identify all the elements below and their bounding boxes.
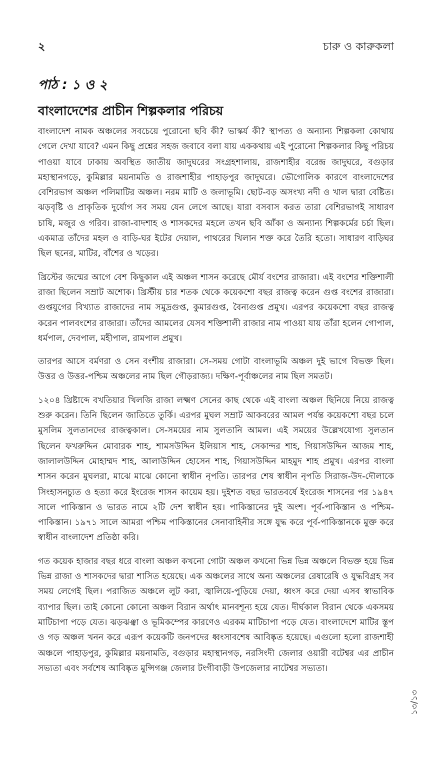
page-header bbox=[38, 38, 394, 58]
lesson-label: পাঠ : ১ ও ২ bbox=[38, 78, 108, 93]
section-title: বাংলাদেশের প্রাচীন শিল্পকলার পরিচয় bbox=[38, 103, 224, 118]
paragraph: গত কয়েক হাজার বছর ধরে বাংলা অঞ্চল কখনো গোটা অঞ্চল কখনো ভিন্ন ভিন্ন অঞ্চলে বিভক্ত হয়ে ভিন্ন ভিন্ন রাজা ও শাসকদের দ্বারা শাসিত হয়েছে। এক অঞ্চলের সাথে অন্য অঞ্চলের রেষারেষি ও যুদ্ধবিগ্রহ সব সময় লেগেই ছিল। পরাজিত অঞ্চলে লুট করা, জ্বালিয়ে-পুড়িয়ে দেয়া, ধ্বংস করে দেয়া এসব স্বাভাবিক ব্যাপার ছিল। তাই কোনো কোনো অঞ্চল বিরান অর্থাৎ মানবশূন্য হয়ে যেত। দীর্ঘকাল বিরান থেকে একসময় মাটিচাপা পড়ে যেত। ঝড়ঝঞ্ঝা ও ভূমিকম্পের কারণেও এরকম মাটিচাপা পড়ে যেত। বাংলাদেশে মাটির স্তূপ ও গড় অঞ্চল খনন করে এরূপ কয়েকটি জনপদের ধ্বংসাবশেষ আবিষ্কৃত হয়েছে। এগুলো হলো রাজশাহী অঞ্চলে পাহাড়পুর, কুমিল্লার ময়নামতি, বগুড়ার মহাস্থানগড়, নরসিংদী জেলার ওয়ারী বটেশ্বর এর প্রাচীন সভ্যতা এবং সর্বশেষ আবিষ্কৃত মুন্সিগঞ্জ জেলার টংগীবাড়ী উপজেলার নাটেশ্বর সভ্যতা। bbox=[38, 556, 394, 674]
running-title: চারু ও কারুকলা bbox=[322, 40, 394, 53]
side-margin-text: ১৩/১৩ bbox=[410, 690, 420, 715]
paragraph: তারপর আসে বর্মণরা ও সেন বংশীয় রাজারা। সে-সময় গোটা বাংলাভূমি অঞ্চল দুই ভাগে বিভক্ত ছিল। উত্তর ও উত্তর-পশ্চিম অঞ্চলের নাম ছিল গৌড়রাজ্য। দক্ষিণ-পূর্বাঞ্চলের নাম ছিল সমতট। bbox=[38, 357, 394, 383]
paragraph: বাংলাদেশ নামক অঞ্চলের সবচেয়ে পুরোনো ছবি কী? ভাস্কর্য কী? স্থাপত্য ও অন্যান্য শিল্পকলা কোথায় গেলে দেখা যাবে? এমন কিছু প্রশ্নের সহজ জবাবে বলা যায় এককথায় এই পুরোনো শিল্পকলার কিছু পরিচয় পাওয়া যাবে ঢাকায় অবস্থিত জাতীয় জাদুঘরের সংগ্রহশালায়, রাজশাহীর বরেন্দ্র জাদুঘরে, বগুড়ার মহাস্থানগড়ে, কুমিল্লার ময়নামতি ও রাজশাহীর পাহাড়পুর জাদুঘরে। ভৌগোলিক কারণে বাংলাদেশের বেশিরভাগ অঞ্চল পলিমাটির অঞ্চল। নরম মাটি ও জলাভূমি। ছোট-বড় অসংখ্য নদী ও খাল দ্বারা বেষ্টিত। ঝড়বৃষ্টি ও প্রাকৃতিক দুর্যোগ সব সময় যেন লেগে আছে। যারা বসবাস করত তারা বেশিরভাগই সাধারণ চাষি, মজুর ও গরিব। রাজা-বাদশাহ ও শাসকদের মহলে তখন ছবি আঁকা ও অন্যান্য শিল্পকর্মের চর্চা ছিল। একমাত্র তাঁদের মহল ও বাড়ি-ঘর ইটের দেয়াল, পাথরের খিলান শক্ত করে তৈরি হতো। সাধারণ বাড়িঘর ছিল ছনের, মাটির, বাঁশের ও খড়ের। bbox=[38, 127, 394, 260]
paragraph: খ্রিস্টের জন্মের আগে বেশ কিছুকাল এই অঞ্চল শাসন করেছে মৌর্য বংশের রাজারা। এই বংশের শক্তিশালী রাজা ছিলেন সম্রাট অশোক। খ্রিস্টীয় চার শতক থেকে কয়েকশো বছর রাজত্ব করেন গুপ্ত বংশের রাজারা। গুপ্তযুগের বিখ্যাত রাজাদের নাম সমুদ্রগুপ্ত, কুমারগুপ্ত, বৈন্যগুপ্ত প্রমুখ। এরপর কয়েকশো বছর রাজত্ব করেন পালবংশের রাজারা। তাঁদের আমলের যেসব শক্তিশালী রাজার নাম পাওয়া যায় তাঁরা হলেন গোপাল, ধর্মপাল, দেবপাল, মহীপাল, রামপাল প্রমুখ। bbox=[38, 272, 394, 344]
body-text bbox=[38, 125, 394, 685]
page-number: ২ bbox=[38, 40, 46, 53]
paragraph: ১২০৪ খ্রিষ্টাব্দে বখতিয়ার খিলজি রাজা লক্ষ্মণ সেনের কাছ থেকে এই বাংলা অঞ্চল ছিনিয়ে নিয়ে রাজত্ব শুরু করেন। তিনি ছিলেন জাতিতে তুর্কি। এরপর মুঘল সম্রাট আকবরের আমল পর্যন্ত কয়েকশো বছর চলে মুসলিম সুলতানদের রাজত্বকাল। সে-সময়ের নাম সুলতানি আমল। এই সময়ের উল্লেখযোগ্য সুলতান ছিলেন ফখরুদ্দিন মোবারক শাহ, শামসউদ্দিন ইলিয়াস শাহ, সেকান্দর শাহ, গিয়াসউদ্দিন আজম শাহ, জালালউদ্দিন মোহাম্মদ শাহ, আলাউদ্দিন হোসেন শাহ, গিয়াসউদ্দিন মাহমুদ শাহ প্রমুখ। এরপর বাংলা শাসন করেন মুঘলরা, মাঝে মাঝে কোনো স্বাধীন নৃপতি। তারপর শেষ স্বাধীন নৃপতি সিরাজ-উদ-দৌলাকে সিংহাসনচ্যুত ও হত্যা করে ইংরেজ শাসন কায়েম হয়। দুইশত বছর ভারতবর্ষে ইংরেজ শাসনের পর ১৯৪৭ সালে পাকিস্তান ও ভারত নামে ২টি দেশ স্বাধীন হয়। পাকিস্তানের দুই অংশ। পূর্ব-পাকিস্তান ও পশ্চিম-পাকিস্তান। ১৯৭১ সালে আমরা পশ্চিম পাকিস্তানের সেনাবাহিনীর সঙ্গে যুদ্ধ করে পূর্ব-পাকিস্তানকে মুক্ত করে স্বাধীন বাংলাদেশ প্রতিষ্ঠা করি। bbox=[38, 395, 394, 544]
